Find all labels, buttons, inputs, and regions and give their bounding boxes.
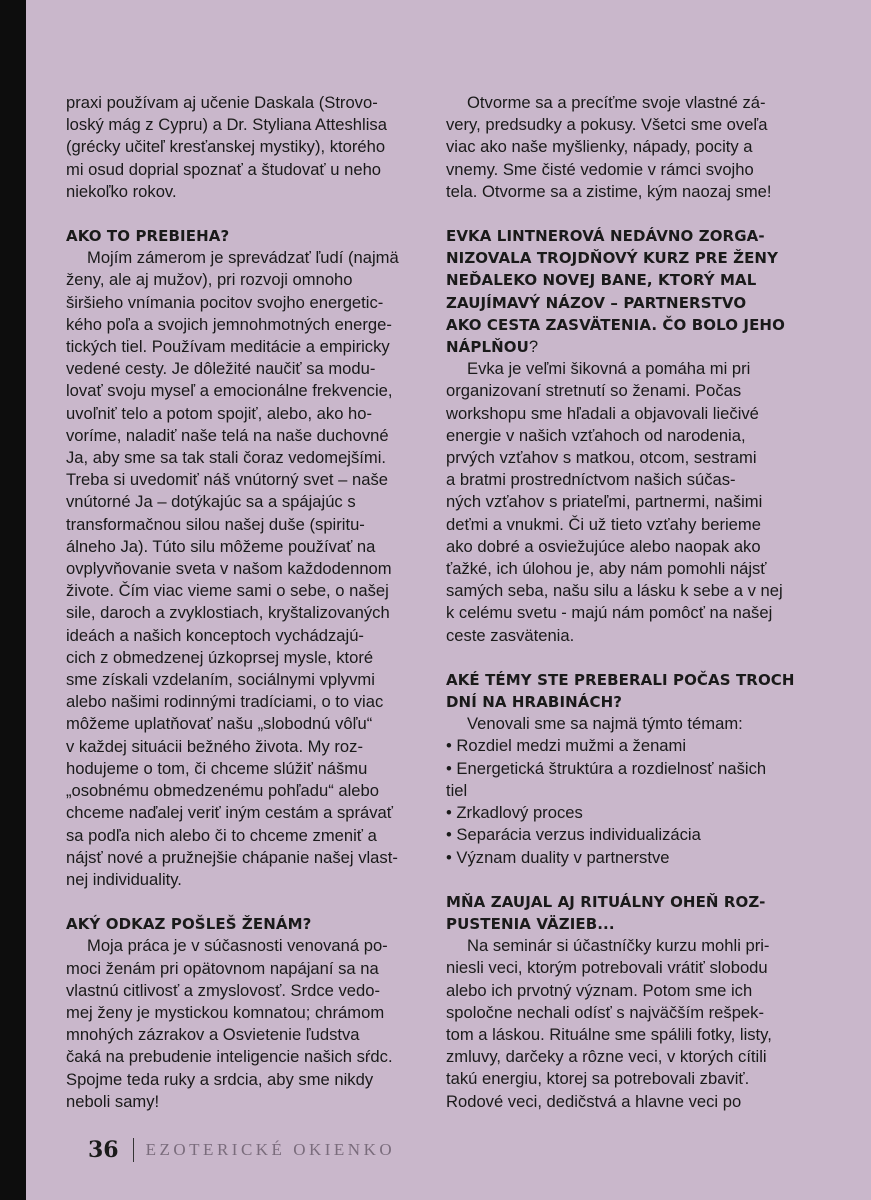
text-line: Spojme teda ruky a srdcia, aby sme nikdy (66, 1069, 374, 1089)
section-heading: AKO TO PREBIEHA? (66, 227, 230, 246)
section-body (446, 358, 806, 647)
section-heading (446, 891, 806, 935)
text-line: sile, daroch a zvyklostiach, kryštalizovaných (66, 603, 390, 623)
text-line: loský mág z Cypru) a Dr. Styliana Atteshlisa (66, 115, 387, 135)
list-item: • Zrkadlový proces (446, 803, 583, 823)
text-line: tom a láskou. Rituálne sme spálili fotky, listy, (446, 1024, 772, 1044)
text-line: alebo ich prvotný význam. Potom sme ich (446, 980, 753, 1000)
text-line: Venovali sme sa najmä týmto témam: (467, 714, 743, 734)
text-line: Evka je veľmi šikovná a pomáha mi pri (467, 359, 751, 379)
section-body (446, 713, 806, 868)
text-line: álneho Ja). Túto silu môžeme používať na (66, 536, 376, 556)
section-heading (446, 225, 806, 358)
text-line: Mojím zámerom je sprevádzať ľudí (najmä (87, 248, 399, 268)
heading-line: AKO CESTA ZASVÄTENIA. ČO BOLO JEHO (446, 315, 785, 334)
text-line: k celému svetu - majú nám pomôcť na našej (446, 603, 773, 623)
text-line: neboli samy! (66, 1091, 160, 1111)
text-line: ženy, ale aj mužov), pri rozvoji omnoho (66, 270, 353, 290)
text-line: ako dobré a osviežujúce alebo naopak ako (446, 536, 761, 556)
text-line: niekoľko rokov. (66, 181, 177, 201)
heading-line (446, 336, 806, 358)
text-line: very, predsudky a pokusy. Všetci sme oveľa (446, 115, 768, 135)
text-line: mnohých zázrakov a Osvietenie ľudstva (66, 1025, 360, 1045)
text-line: širšieho vnímania pocitov svojho energetic- (66, 292, 384, 312)
text-line: praxi používam aj učenie Daskala (Strovo- (66, 93, 378, 112)
text-line: mi osud doprial spoznať a študovať u neho (66, 159, 382, 179)
text-line: samých seba, našu silu a lásku k sebe a v nej (446, 581, 783, 601)
list-item: • Energetická štruktúra a rozdielnosť našich (446, 758, 767, 778)
text-line: prvých vzťahov s matkou, otcom, sestrami (446, 448, 757, 468)
text-line: tických tiel. Používam meditácie a empiricky (66, 337, 390, 357)
text-line: ných vzťahov s priateľmi, partnermi, našimi (446, 492, 763, 512)
heading-line: PUSTENIA VÄZIEB... (446, 914, 615, 933)
text-line: transformačnou silou našej duše (spiritu- (66, 514, 365, 534)
heading-line: EVKA LINTNEROVÁ NEDÁVNO ZORGA- (446, 227, 765, 246)
footer-divider (133, 1138, 134, 1162)
text-line: nej individuality. (66, 869, 182, 889)
list-item: tiel (446, 780, 468, 800)
magazine-section-title: EZOTERICKÉ OKIENKO (145, 1140, 396, 1159)
text-line: vnemy. Sme čisté vedomie v rámci svojho (446, 159, 754, 179)
text-line: ideách a našich konceptoch vychádzajú- (66, 625, 364, 645)
text-line: nájsť nové a pružnejšie chápanie našej vlast- (66, 847, 398, 867)
text-line: lovať svoju myseľ a emocionálne frekvencie, (66, 381, 393, 401)
list-item: • Rozdiel medzi mužmi a ženami (446, 736, 687, 756)
text-line: čaká na prebudenie inteligencie našich sŕdc. (66, 1047, 393, 1067)
text-line: vedené cesty. Je dôležité naučiť sa modu- (66, 359, 376, 379)
text-line: niesli veci, ktorým potrebovali vrátiť slobodu (446, 958, 768, 978)
text-line: hodujeme o tom, či chceme slúžiť nášmu (66, 758, 368, 778)
heading-line: ZAUJÍMAVÝ NÁZOV – PARTNERSTVO (446, 293, 747, 312)
text-line: (grécky učiteľ kresťanskej mystiky), ktorého (66, 137, 386, 157)
text-line: sa podľa nich alebo či to chceme zmeniť a (66, 825, 377, 845)
text-line: moci ženám pri opätovnom napájaní sa na (66, 958, 379, 978)
text-line: zmluvy, darčeky a rôzne veci, v ktorých cítili (446, 1047, 767, 1067)
text-line: tela. Otvorme sa a zistime, kým naozaj sme! (446, 181, 772, 201)
heading-line: MŇA ZAUJAL AJ RITUÁLNY OHEŇ ROZ- (446, 892, 766, 911)
text-line: chceme naďalej veriť iným cestám a správať (66, 803, 393, 823)
page-number: 36 (88, 1137, 119, 1163)
heading-line: DNÍ NA HRABINÁCH? (446, 693, 623, 712)
left-intro (66, 92, 426, 203)
text-line: uvoľniť telo a potom spojiť, alebo, ako ho- (66, 403, 373, 423)
list-item: • Význam duality v partnerstve (446, 847, 670, 867)
text-line: voríme, naladiť naše telá na naše duchovné (66, 425, 389, 445)
heading-question-mark: ? (528, 337, 539, 357)
text-line: „osobnému obmedzenému pohľadu“ alebo (66, 781, 379, 801)
text-line: Treba si uvedomiť náš vnútorný svet – naše (66, 470, 388, 490)
text-line: viac ako naše myšlienky, nápady, pocity a (446, 137, 753, 157)
binding-spine (0, 0, 26, 1200)
text-line: Rodové veci, dedičstvá a hlavne veci po (446, 1091, 742, 1111)
list-item: • Separácia verzus individualizácia (446, 825, 701, 845)
section-body (446, 935, 806, 1113)
text-line: živote. Čím viac vieme sami o sebe, o našej (66, 581, 389, 601)
text-line: spoločne nechali odísť s najväčším rešpek- (446, 1002, 764, 1022)
text-line: alebo našimi rodinnými tradíciami, o to viac (66, 692, 384, 712)
text-line: vnútorné Ja – dotýkajúc sa a spájajúc s (66, 492, 356, 512)
text-line: mej ženy je mystickou komnatou; chrámom (66, 1002, 385, 1022)
text-line: takú energiu, ktorej sa potrebovali zbaviť. (446, 1069, 750, 1089)
section-heading: AKÝ ODKAZ POŠLEŠ ŽENÁM? (66, 915, 312, 934)
section-body (66, 935, 426, 1113)
heading-last-word: NÁPLŇOU (446, 338, 529, 357)
text-line: vlastnú citlivosť a zmyslovosť. Srdce vedo- (66, 980, 381, 1000)
text-line: sme získali vzdelaním, sociálnymi vplyvmi (66, 670, 375, 690)
topic-list (446, 735, 806, 868)
text-line: energie v našich vzťahoch od narodenia, (446, 425, 746, 445)
text-line: v každej situácii bežného života. My roz- (66, 736, 363, 756)
text-line: ceste zasvätenia. (446, 625, 575, 645)
text-line: ovplyvňovanie sveta v našom každodennom (66, 559, 392, 579)
heading-line: NEĎALEKO NOVEJ BANE, KTORÝ MAL (446, 271, 757, 290)
right-intro (446, 92, 806, 203)
section-body (66, 247, 426, 891)
text-line: workshopu sme hľadali a objavovali liečivé (446, 403, 759, 423)
text-line: organizovaní stretnutí so ženami. Počas (446, 381, 742, 401)
text-line: cich z obmedzenej úzkoprsej mysle, ktoré (66, 647, 374, 667)
page-footer (88, 1137, 395, 1163)
text-line: Ja, aby sme sa tak stali čoraz vedomejšími. (66, 448, 387, 468)
text-line: a bratmi prostredníctvom našich súčas- (446, 470, 736, 490)
text-line: ťažké, ich úlohou je, aby nám pomohli nájsť (446, 559, 767, 579)
text-line: Otvorme sa a precíťme svoje vlastné zá- (467, 93, 766, 112)
left-column (66, 92, 426, 1113)
heading-line: NIZOVALA TROJDŇOVÝ KURZ PRE ŽENY (446, 249, 779, 268)
text-line: kého poľa a svojich jemnohmotných energe- (66, 314, 392, 334)
heading-line: AKÉ TÉMY STE PREBERALI POČAS TROCH (446, 670, 795, 689)
text-line: môžeme uplatňovať našu „slobodnú vôľu“ (66, 714, 373, 734)
section-heading (446, 669, 806, 713)
text-line: deťmi a vnukmi. Či už tieto vzťahy berieme (446, 514, 761, 534)
right-column (446, 92, 806, 1113)
text-line: Na seminár si účastníčky kurzu mohli pri- (467, 936, 770, 956)
text-line: Moja práca je v súčasnosti venovaná po- (87, 936, 388, 956)
